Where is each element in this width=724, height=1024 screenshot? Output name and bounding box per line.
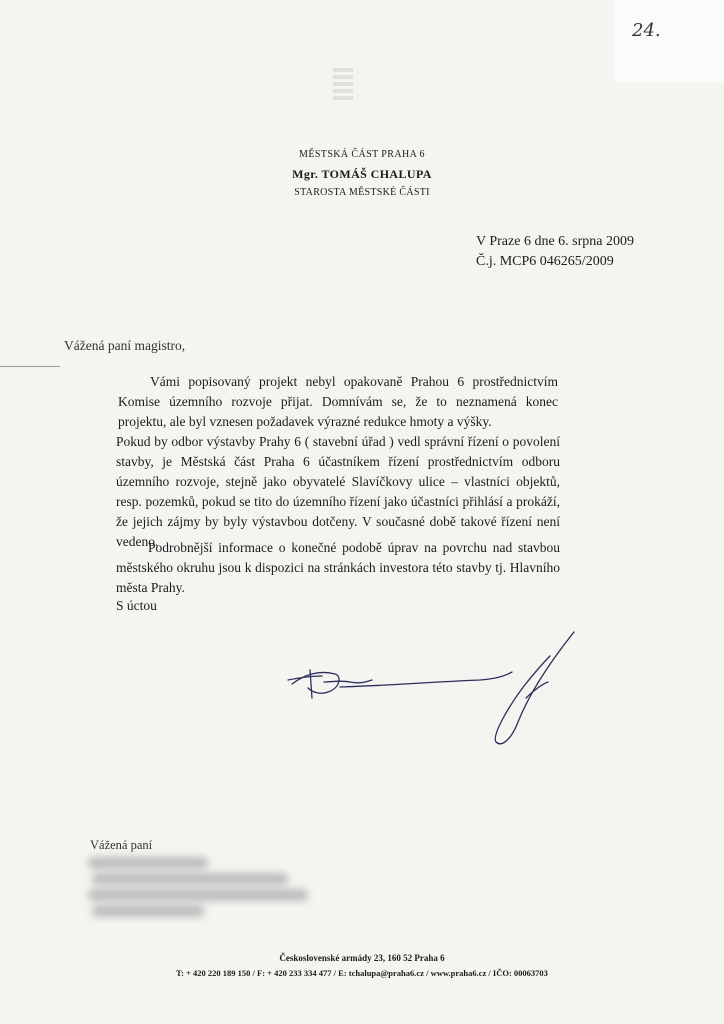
reference-number: Č.j. MCP6 046265/2009 [476, 254, 614, 269]
body-paragraph-3: Podrobnější informace o konečné podobě úprav na povrchu nad stavbou městského okruhu jsou k dispozici na stránkách investora této stavby tj. Hlavního města Prahy. [116, 540, 560, 595]
footer-address: Československé armády 23, 160 52 Praha 6 [279, 953, 445, 963]
handwritten-page-number: 24. [632, 20, 661, 41]
body-paragraph-2: Pokud by odbor výstavby Prahy 6 ( stavební úřad ) vedl správní řízení o povolení stavby, je Městská část Praha 6 účastníkem řízení prostřednictvím odboru územního rozvoje, stejně jako obyvatelé Slavíčkovy ulice – vlastníci objektů, resp. pozemků, pokud se tito do územního řízení jako účastníci přihlásí a prokáží, že jejich zájmy by byly výstavbou dotčeny. V současné době takové řízení není vedeno. [116, 434, 560, 549]
redacted-address-line [92, 873, 288, 885]
place-date: V Praze 6 dne 6. srpna 2009 [476, 234, 634, 249]
redacted-address-line [88, 889, 308, 901]
body-paragraph-1: Vámi popisovaný projekt nebyl opakovaně Prahou 6 prostřednictvím Komise územního rozvoje přijat. Domnívám se, že to neznamená konec projektu, ale byl vznesen požadavek výrazné redukce hmoty a výšky. [118, 374, 558, 429]
crest-logo-icon [333, 68, 353, 106]
redacted-address-line [88, 857, 208, 869]
header-role: STAROSTA MĚSTSKÉ ČÁSTI [294, 187, 430, 198]
signature-icon [280, 612, 580, 762]
header-name: Mgr. TOMÁŠ CHALUPA [292, 167, 432, 181]
fold-mark [0, 366, 60, 367]
closing: S úctou [116, 598, 157, 613]
recipient-salutation: Vážená paní [90, 838, 153, 852]
header-organization: MĚSTSKÁ ČÁST PRAHA 6 [299, 149, 425, 160]
footer-contact: T: + 420 220 189 150 / F: + 420 233 334 477 / E: tchalupa@praha6.cz / www.praha6.cz / IČO: 00063703 [176, 968, 548, 978]
redacted-address-line [92, 905, 204, 917]
salutation: Vážená paní magistro, [64, 338, 186, 353]
dateline [476, 232, 634, 272]
scan-artifact [614, 0, 724, 82]
